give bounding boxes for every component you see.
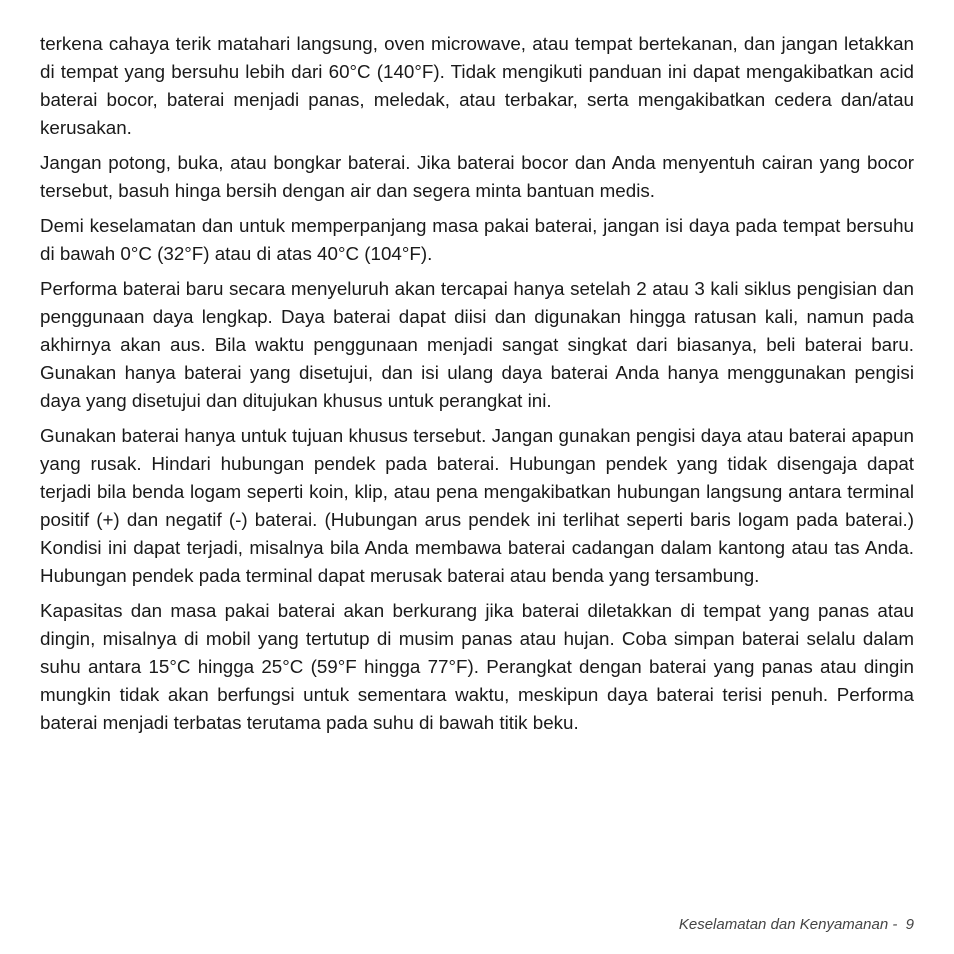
paragraph-battery-performance: Performa baterai baru secara menyeluruh akan tercapai hanya setelah 2 atau 3 kali siklus pengisian dan penggunaan daya lengkap. Daya baterai dapat diisi dan digunakan hingga ratusan kali, namun pada akhirnya akan aus. Bila waktu penggunaan menjadi sangat singkat dari biasanya, beli baterai baru. Gunakan hanya baterai yang disetujui, dan isi ulang daya baterai Anda hanya menggunakan pengisi daya yang disetujui dan ditujukan khusus untuk perangkat ini. [40, 278, 914, 411]
paragraph-battery-storage-warning: terkena cahaya terik matahari langsung, oven microwave, atau tempat bertekanan, dan jangan letakkan di tempat yang bersuhu lebih dari 60°C (140°F). Tidak mengikuti panduan ini dapat mengakibatkan acid baterai bocor, baterai menjadi panas, meledak, atau terbakar, serta mengakibatkan cedera dan/atau kerusakan. [40, 33, 914, 138]
paragraph-capacity-temperature: Kapasitas dan masa pakai baterai akan berkurang jika baterai diletakkan di tempat yang panas atau dingin, misalnya di mobil yang tertutup di musim panas atau hujan. Coba simpan baterai selalu dalam suhu antara 15°C hingga 25°C (59°F hingga 77°F). Perangkat dengan baterai yang panas atau dingin mungkin tidak akan berfungsi untuk sementara waktu, meskipun daya baterai terisi penuh. Performa baterai menjadi terbatas terutama pada suhu di bawah titik beku. [40, 600, 914, 733]
paragraph-battery-disassembly: Jangan potong, buka, atau bongkar baterai. Jika baterai bocor dan Anda menyentuh cairan yang bocor tersebut, basuh hinga bersih dengan air dan segera minta bantuan medis. [40, 152, 914, 201]
document-body [40, 30, 914, 744]
paragraph-short-circuit: Gunakan baterai hanya untuk tujuan khusus tersebut. Jangan gunakan pengisi daya atau baterai apapun yang rusak. Hindari hubungan pendek pada baterai. Hubungan pendek yang tidak disengaja dapat terjadi bila benda logam seperti koin, klip, atau pena mengakibatkan hubungan langsung antara terminal positif (+) dan negatif (-) baterai. (Hubungan arus pendek ini terlihat seperti baris logam pada baterai.) Kondisi ini dapat terjadi, misalnya bila Anda membawa baterai cadangan dalam kantong atau tas Anda. Hubungan pendek pada terminal dapat merusak baterai atau benda yang tersambung. [40, 425, 914, 586]
paragraph-charging-temperature: Demi keselamatan dan untuk memperpanjang masa pakai baterai, jangan isi daya pada tempat bersuhu di bawah 0°C (32°F) atau di atas 40°C (104°F). [40, 215, 914, 264]
page-footer: Keselamatan dan Kenyamanan - 9 [678, 916, 914, 933]
